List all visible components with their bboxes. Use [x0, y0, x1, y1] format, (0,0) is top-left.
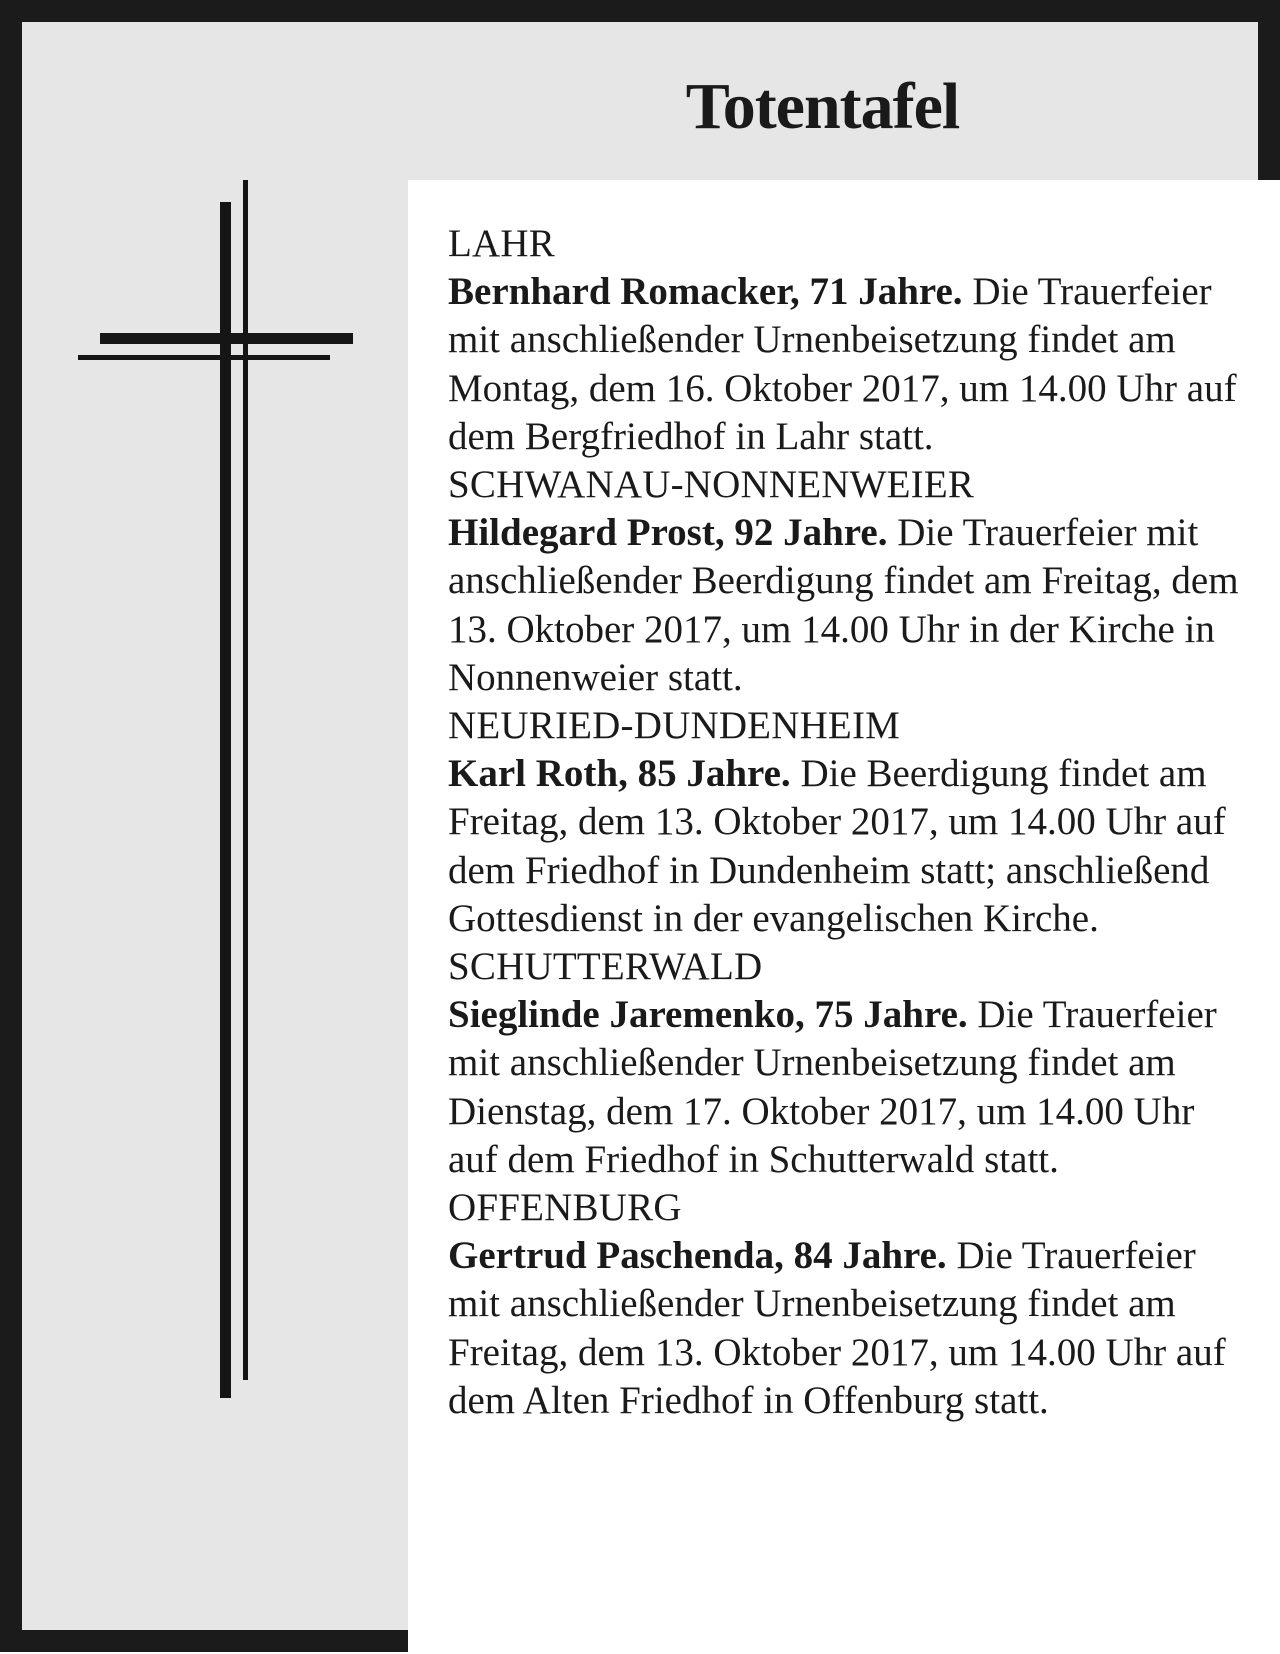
cross-vertical-bar-thick [220, 202, 231, 1398]
obituary-entry [448, 461, 1244, 702]
entry-place: SCHUTTERWALD [448, 945, 763, 989]
entry-paragraph [448, 1232, 1244, 1425]
entry-paragraph [448, 991, 1244, 1184]
entry-text: Die Trauerfeier mit anschließender Beerdigung findet am Freitag, dem 13. Oktober 2017, um 14.00 Uhr in der Kirche in Nonnenweier statt. [448, 511, 1239, 699]
cross-vertical-bar-thin [243, 180, 248, 1380]
entry-place: OFFENBURG [448, 1186, 682, 1230]
entry-place: SCHWANAU-NONNENWEIER [448, 463, 975, 507]
cross-horizontal-bar-thin [78, 355, 330, 360]
entry-name: Hildegard Prost, 92 Jahre. [448, 511, 888, 555]
notice-panel [408, 180, 1280, 1654]
obituary-entry [448, 943, 1244, 1184]
entry-name: Sieglinde Jaremenko, 75 Jahre. [448, 993, 968, 1037]
entry-paragraph [448, 268, 1244, 461]
entry-name: Bernhard Romacker, 71 Jahre. [448, 270, 963, 314]
entry-place: LAHR [448, 222, 555, 265]
entry-text: Die Trauerfeier mit anschließender Urnenbeisetzung findet am Freitag, dem 13. Oktober 2017, um 14.00 Uhr auf dem Alten Friedhof in Offenburg statt. [448, 1234, 1226, 1422]
entry-text: Die Beerdigung findet am Freitag, dem 13. Oktober 2017, um 14.00 Uhr auf dem Friedhof in Dundenheim statt; anschließend Gottesdienst in der evangelischen Kirche. [448, 752, 1226, 940]
obituary-entry [448, 1184, 1244, 1425]
entries-list [448, 220, 1244, 1425]
obituary-entry [448, 220, 1244, 461]
entry-paragraph [448, 509, 1244, 702]
cross-horizontal-bar-thick [100, 333, 353, 344]
page-title: Totentafel [685, 70, 960, 143]
entry-name: Gertrud Paschenda, 84 Jahre. [448, 1234, 947, 1278]
entry-text: Die Trauerfeier mit anschließender Urnenbeisetzung findet am Montag, dem 16. Oktober 2017, um 14.00 Uhr auf dem Bergfriedhof in Lahr statt. [448, 270, 1237, 458]
entry-place: NEURIED-DUNDENHEIM [448, 704, 901, 748]
entry-text: Die Trauerfeier mit anschließender Urnenbeisetzung findet am Dienstag, dem 17. Oktober 2017, um 14.00 Uhr auf dem Friedhof in Schutterwald statt. [448, 993, 1217, 1181]
obituary-entry [448, 702, 1244, 943]
entry-paragraph [448, 750, 1244, 943]
entry-name: Karl Roth, 85 Jahre. [448, 752, 791, 796]
